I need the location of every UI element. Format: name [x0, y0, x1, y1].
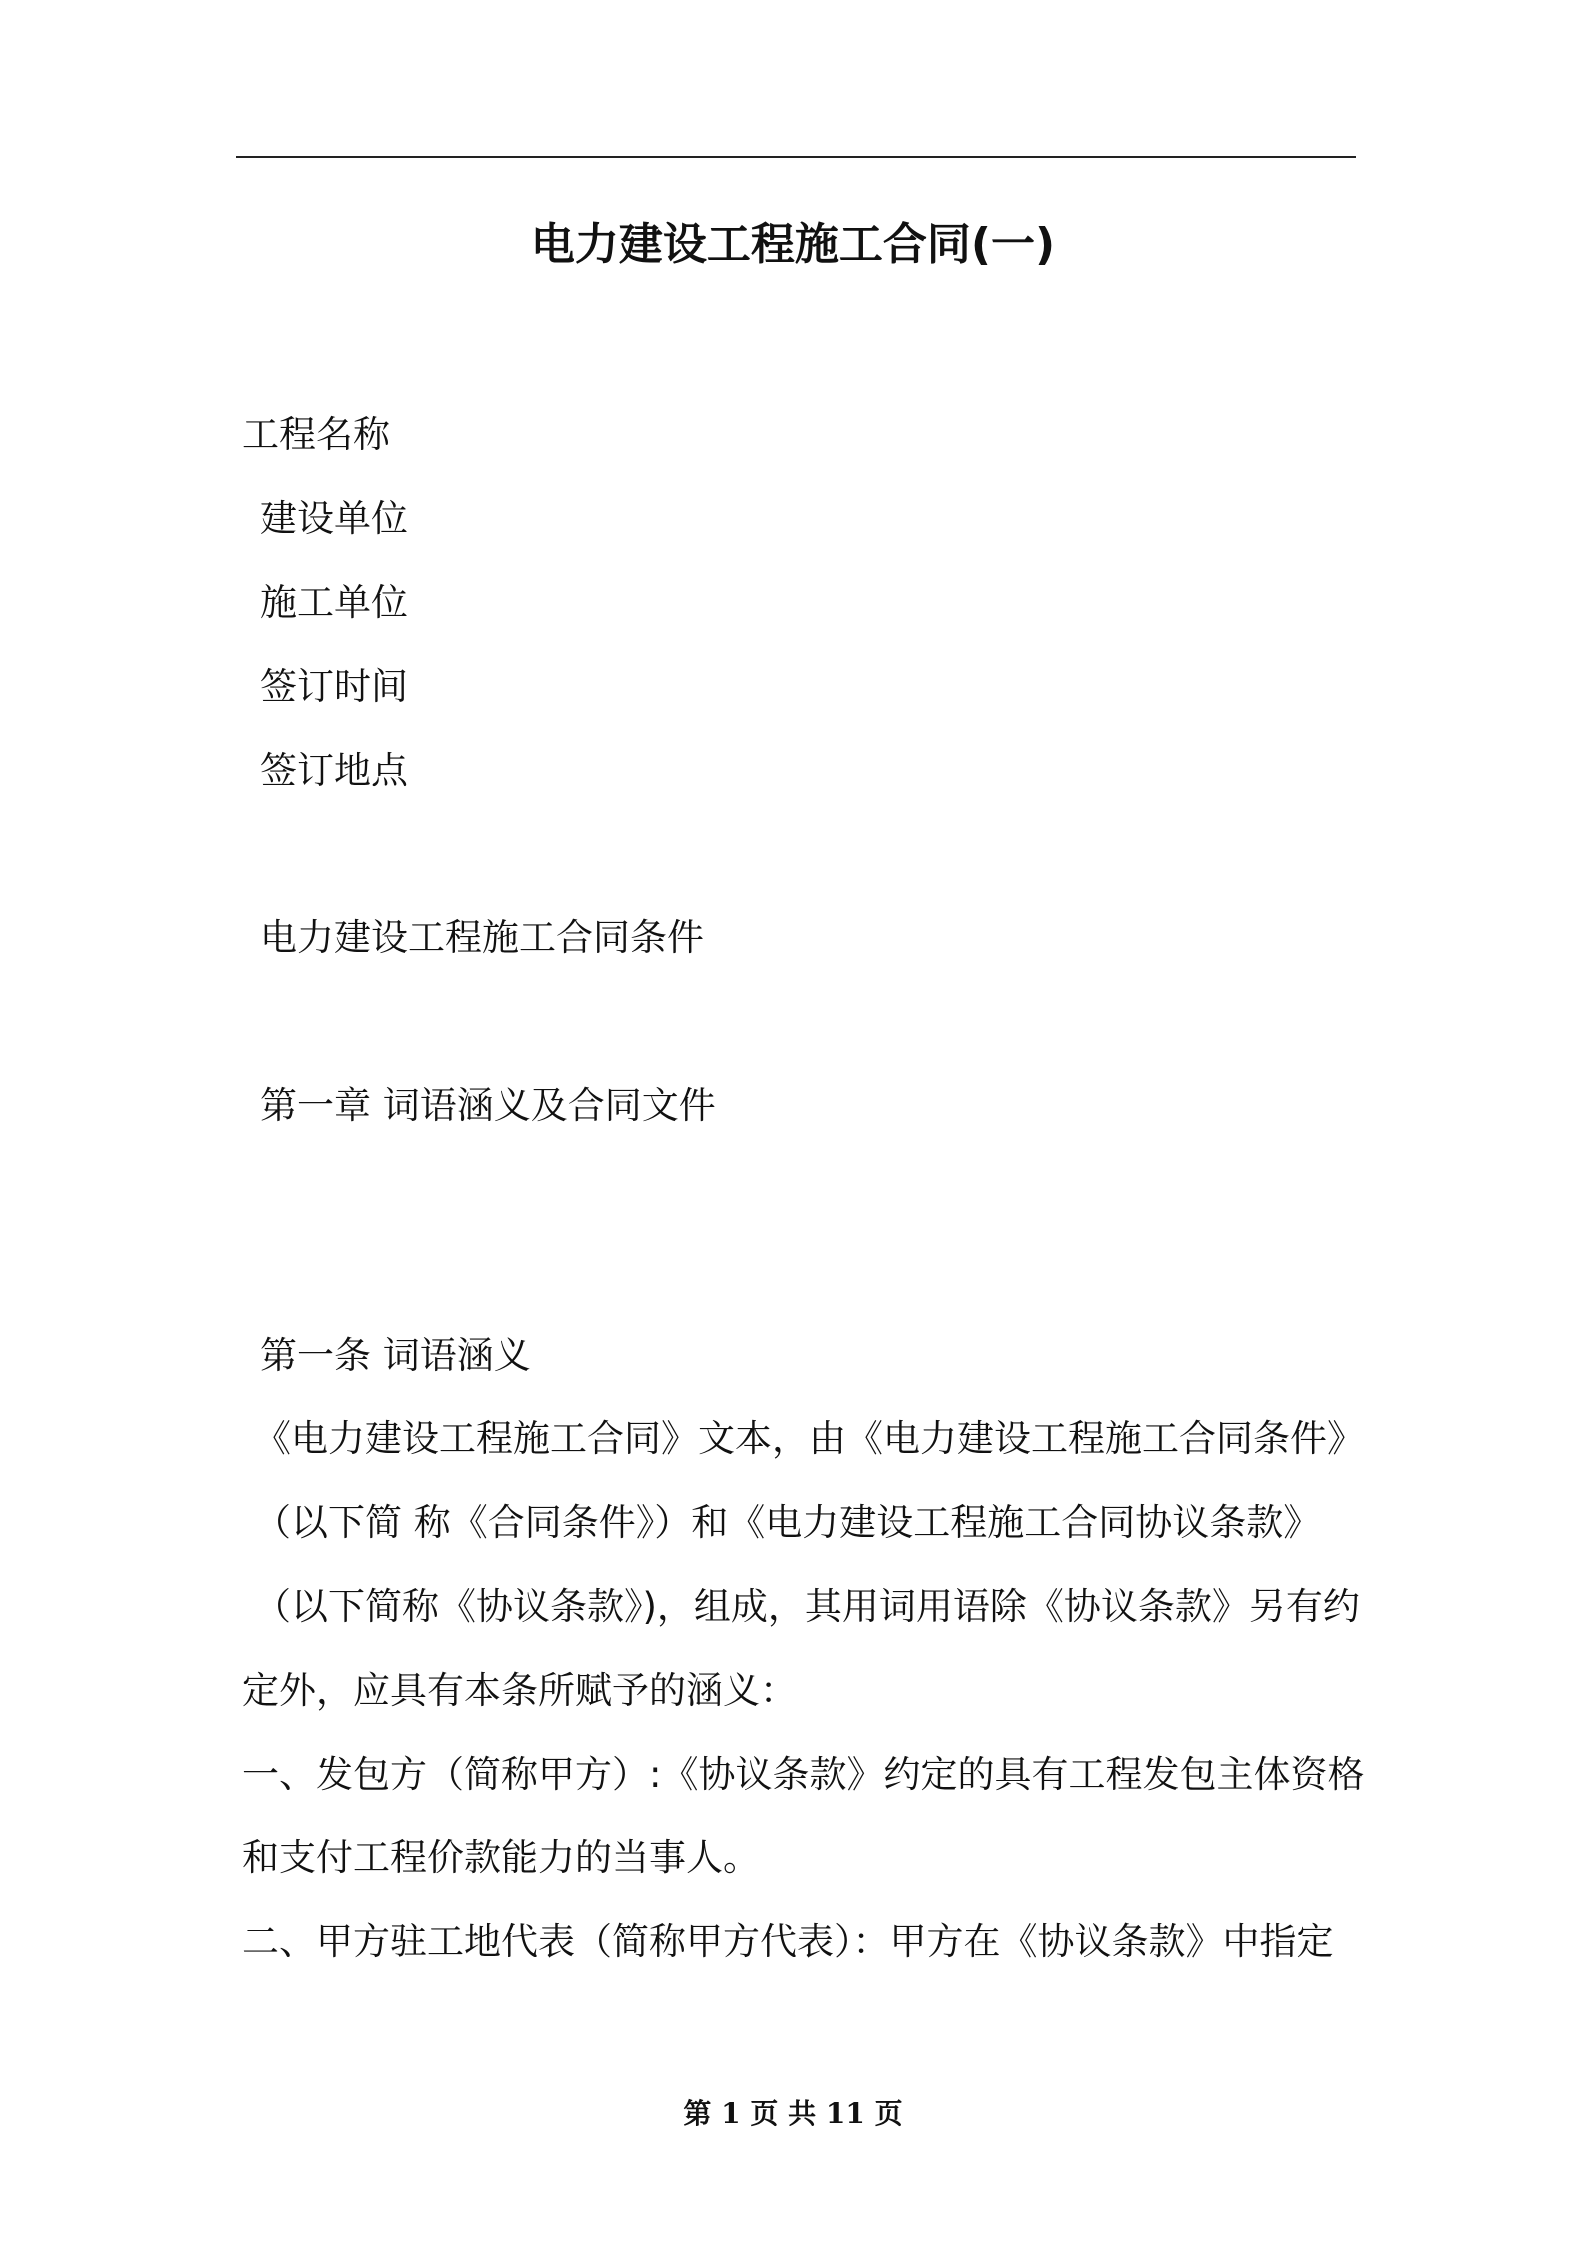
- cover-field-contractor: 施工单位: [260, 581, 408, 624]
- cover-field-client: 建设单位: [260, 497, 408, 540]
- chapter-heading: 第一章 词语涵义及合同文件: [260, 1084, 716, 1127]
- body-line: 和支付工程价款能力的当事人。: [242, 1836, 760, 1879]
- body-line: 定外，应具有本条所赋予的涵义：: [242, 1669, 797, 1712]
- document-title: 电力建设工程施工合同(一): [530, 219, 1056, 270]
- article-heading: 第一条 词语涵义: [260, 1334, 531, 1377]
- page-footer: 第 1 页 共 11 页: [683, 2097, 903, 2130]
- cover-field-sign-place: 签订地点: [260, 749, 408, 792]
- cover-field-project-name: 工程名称: [242, 413, 390, 456]
- body-line: （以下简 称《合同条件》）和《电力建设工程施工合同协议条款》: [254, 1501, 1321, 1544]
- cover-field-sign-date: 签订时间: [260, 665, 408, 708]
- body-line: 一、发包方（简称甲方）:《协议条款》约定的具有工程发包主体资格: [242, 1753, 1365, 1796]
- body-line: 二、甲方驻工地代表（简称甲方代表）：甲方在《协议条款》中指定: [242, 1920, 1334, 1963]
- header-rule: [236, 156, 1356, 158]
- body-line: （以下简称《协议条款》)，组成，其用词用语除《协议条款》另有约: [254, 1585, 1360, 1628]
- body-line: 《电力建设工程施工合同》文本，由《电力建设工程施工合同条件》: [254, 1417, 1364, 1460]
- section-heading: 电力建设工程施工合同条件: [260, 916, 704, 959]
